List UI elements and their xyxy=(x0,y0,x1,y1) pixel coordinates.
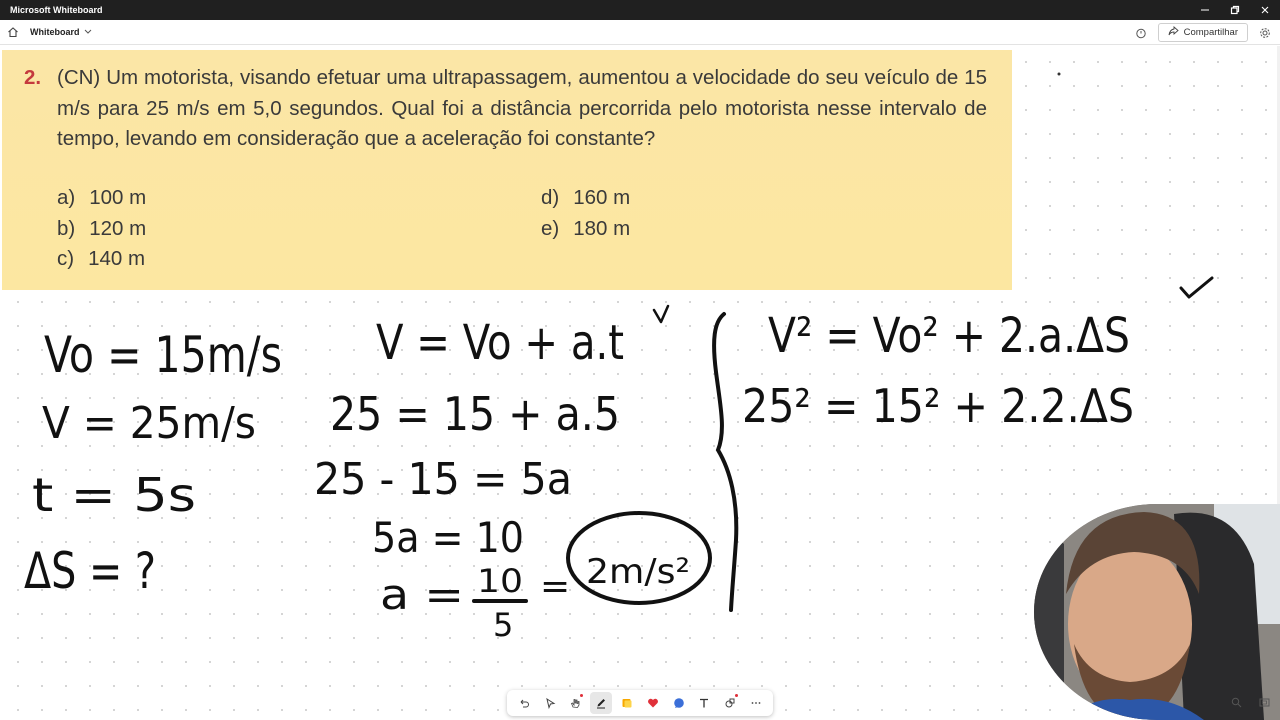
chat-icon[interactable] xyxy=(668,692,690,714)
share-label: Compartilhar xyxy=(1183,27,1238,38)
drawing-toolbar xyxy=(507,690,773,716)
ink-equals: = xyxy=(540,566,571,607)
ink-step-1: 25 = 15 + a.5 xyxy=(330,387,620,441)
ink-torricelli-step: 25² = 15² + 2.2.ΔS xyxy=(742,379,1134,433)
question-text: (CN) Um motorista, visando efetuar uma ultrapassagem, aumentou a velocidade do seu veículo de 15 m/s para 25 m/s em 5,0 segundos. Qual foi a distância percorrida pelo motorista nesse intervalo de tempo, levando em consideração que a aceleração foi constante? xyxy=(57,66,987,150)
undo-icon[interactable] xyxy=(513,692,535,714)
ink-step-3: 5a = 10 xyxy=(372,513,524,562)
option-a xyxy=(57,186,146,210)
ink-torricelli-formula: V² = Vo² + 2.a.ΔS xyxy=(768,308,1130,364)
share-button[interactable] xyxy=(1158,23,1248,42)
ink-result: 2m/s² xyxy=(586,552,690,592)
ink-step-4: a = xyxy=(380,570,464,619)
option-letter: b) xyxy=(57,217,76,240)
app-header xyxy=(0,20,1280,45)
ink-given-v: V = 25m/s xyxy=(42,398,256,449)
minimize-icon[interactable] xyxy=(1190,0,1220,20)
option-value: 160 m xyxy=(573,186,631,209)
ink-formula: V = Vo + a.t xyxy=(376,315,624,371)
option-letter: e) xyxy=(541,217,560,240)
ink-fraction-denominator: 5 xyxy=(493,606,514,644)
more-icon[interactable] xyxy=(745,692,767,714)
fit-to-screen-icon[interactable] xyxy=(1256,694,1272,710)
webcam-person-image xyxy=(1034,504,1280,720)
option-value: 100 m xyxy=(89,186,147,209)
window-title: Microsoft Whiteboard xyxy=(10,5,103,15)
option-b xyxy=(57,217,146,241)
zoom-icon[interactable] xyxy=(1228,694,1244,710)
text-icon[interactable] xyxy=(693,692,715,714)
home-icon[interactable] xyxy=(0,20,26,45)
restore-icon[interactable] xyxy=(1220,0,1250,20)
view-controls xyxy=(1228,694,1272,710)
window-controls xyxy=(1190,0,1280,20)
option-c xyxy=(57,247,145,271)
option-value: 180 m xyxy=(573,217,631,240)
question-card[interactable] xyxy=(2,50,1012,290)
settings-icon[interactable] xyxy=(1256,24,1274,42)
hand-notification-dot xyxy=(580,694,583,697)
reaction-icon[interactable] xyxy=(642,692,664,714)
timer-icon[interactable] xyxy=(1132,24,1150,42)
hand-icon[interactable] xyxy=(564,692,586,714)
shapes-icon[interactable] xyxy=(719,692,741,714)
webcam-overlay xyxy=(1034,504,1280,720)
close-icon[interactable] xyxy=(1250,0,1280,20)
question-number: 2. xyxy=(24,66,42,89)
option-letter: c) xyxy=(57,247,75,270)
header-actions xyxy=(1132,22,1274,43)
window-titlebar xyxy=(0,0,1280,20)
ink-fraction-numerator: 10 xyxy=(477,562,523,600)
ink-step-2: 25 - 15 = 5a xyxy=(314,454,572,505)
ink-given-vo: Vo = 15m/s xyxy=(44,326,282,384)
option-letter: a) xyxy=(57,186,76,209)
pen-icon[interactable] xyxy=(590,692,612,714)
ink-given-ds: ΔS = ? xyxy=(24,542,156,600)
option-d xyxy=(541,186,630,210)
whiteboard-menu-label: Whiteboard xyxy=(30,27,80,37)
sticky-note-icon[interactable] xyxy=(616,692,638,714)
chevron-down-icon xyxy=(84,28,92,37)
option-e xyxy=(541,217,630,241)
whiteboard-menu[interactable] xyxy=(26,27,92,37)
option-value: 140 m xyxy=(88,247,146,270)
ink-given-t: t = 5s xyxy=(32,468,196,522)
option-value: 120 m xyxy=(89,217,147,240)
option-letter: d) xyxy=(541,186,560,209)
select-icon[interactable] xyxy=(539,692,561,714)
share-icon xyxy=(1168,26,1179,39)
shapes-notification-dot xyxy=(735,694,738,697)
